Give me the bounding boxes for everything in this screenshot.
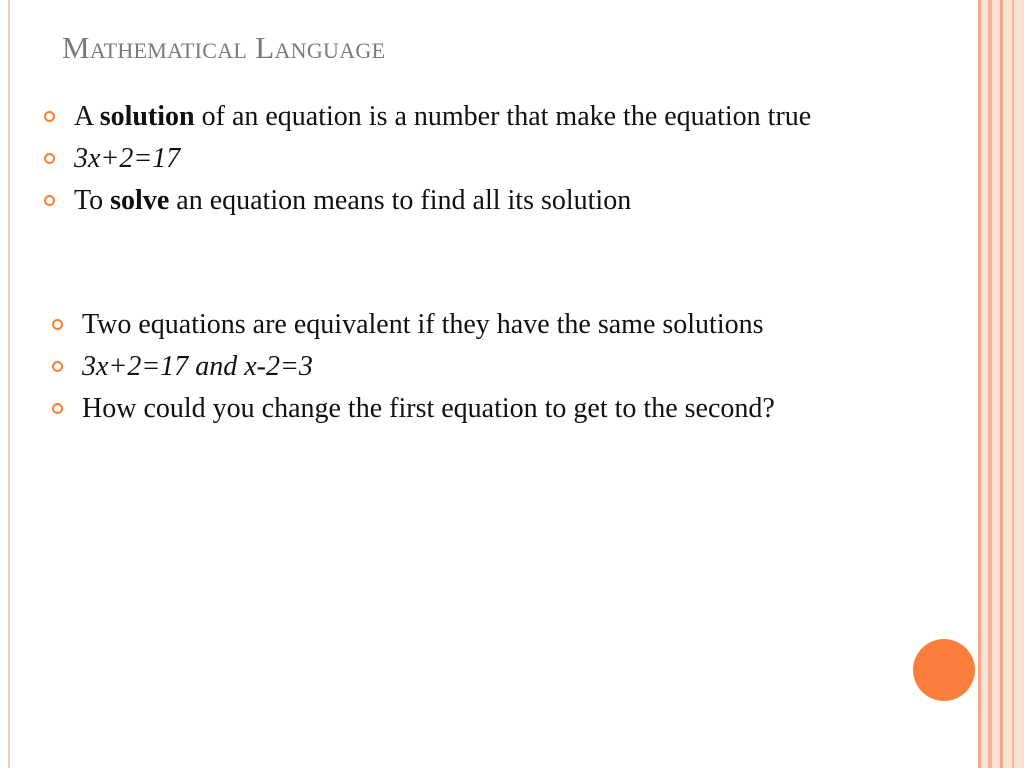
decorative-circle (913, 639, 975, 701)
term-solution: solution (99, 101, 195, 132)
bullet-list-equivalence (52, 308, 872, 434)
bullet-solution-definition: A solution of an equation is a number that make the equation true (44, 100, 864, 134)
bullet-equivalent-example: 3x+2=17 and x-2=3 (52, 350, 872, 384)
band-stripe (978, 0, 981, 768)
band-stripe (988, 0, 992, 768)
term-solve: solve (110, 185, 170, 216)
bullet-circle-icon (52, 361, 63, 372)
bullet-circle-icon (44, 153, 55, 164)
bullet-circle-icon (44, 111, 55, 122)
right-decorative-band (978, 0, 1024, 768)
bullet-equivalent-definition: Two equations are equivalent if they have the same solutions (52, 308, 872, 342)
bullet-circle-icon (52, 319, 63, 330)
bullet-equation-example: 3x+2=17 (44, 142, 864, 176)
bullet-list-definitions (44, 100, 864, 226)
bullet-question: How could you change the first equation to get to the second? (52, 392, 872, 426)
bullet-circle-icon (44, 195, 55, 206)
slide-title: Mathematical Language (62, 30, 386, 65)
left-border-line (8, 0, 10, 768)
band-stripe (1012, 0, 1014, 768)
bullet-solve-definition: To solve an equation means to find all its solution (44, 184, 864, 218)
band-stripe (1000, 0, 1003, 768)
bullet-circle-icon (52, 403, 63, 414)
